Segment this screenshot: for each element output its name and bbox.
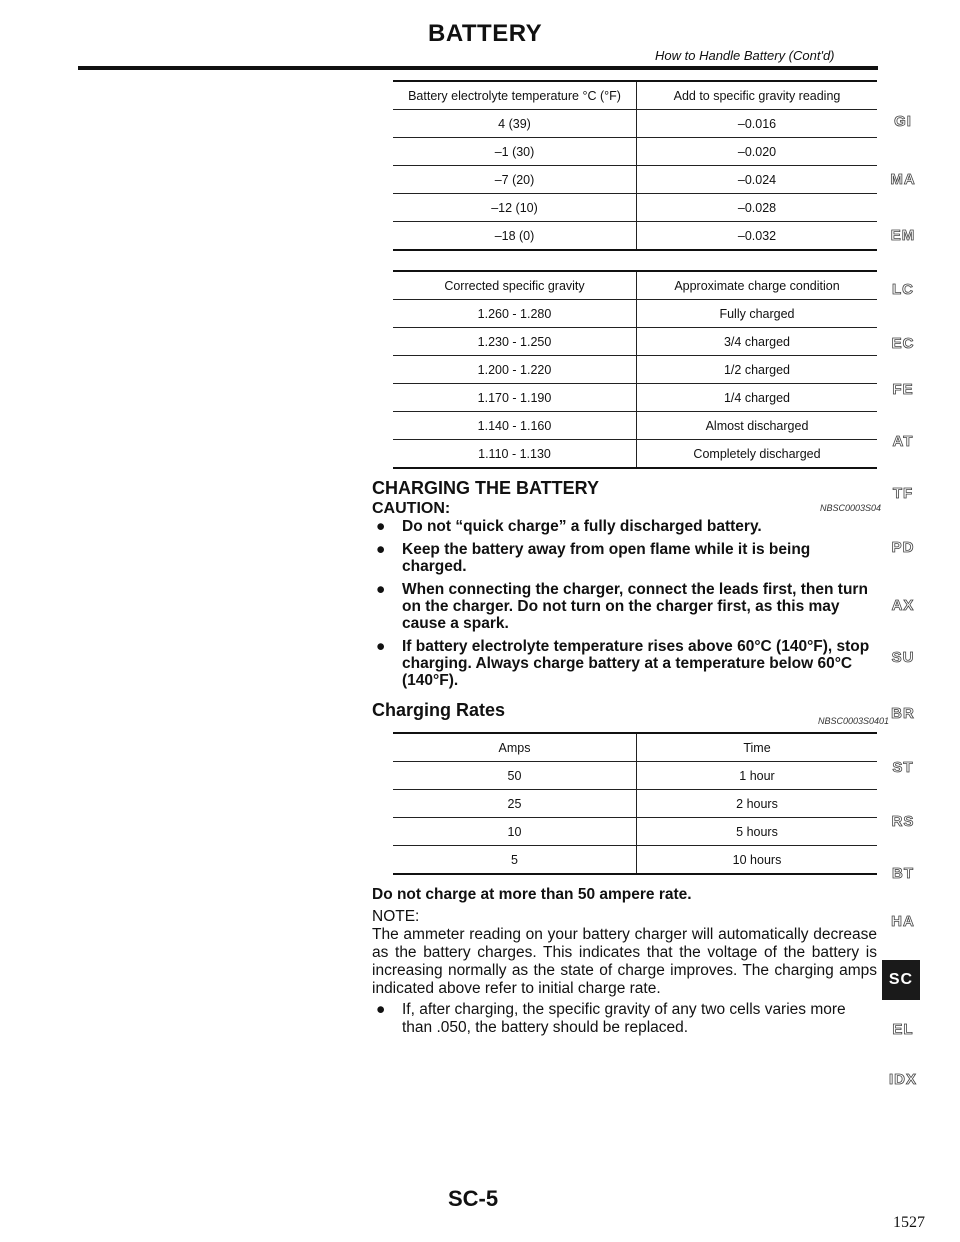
table-cell: 1.230 - 1.250 — [393, 328, 637, 356]
page-number: SC-5 — [448, 1186, 499, 1211]
table-row — [393, 300, 877, 328]
table-cell: –12 (10) — [393, 194, 637, 222]
section-tab-tf[interactable]: TF — [892, 485, 914, 502]
caution-item — [372, 518, 877, 535]
caution-item — [372, 541, 877, 575]
table-cell: –0.028 — [637, 194, 878, 222]
section-tab-ax[interactable]: AX — [891, 597, 915, 614]
bullet-icon: ● — [376, 638, 386, 655]
section-tab-at[interactable]: AT — [892, 433, 914, 450]
table-row — [393, 166, 877, 194]
column-header: Time — [637, 733, 878, 762]
section-tab-gi[interactable]: GI — [894, 113, 912, 130]
caution-label: CAUTION: — [372, 500, 451, 517]
table-cell: 10 hours — [637, 846, 878, 875]
bullet-icon: ● — [376, 541, 386, 558]
table-cell: 1.140 - 1.160 — [393, 412, 637, 440]
table-cell: Almost discharged — [637, 412, 878, 440]
page-subtitle: How to Handle Battery (Cont'd) — [655, 48, 835, 63]
table-cell: Fully charged — [637, 300, 878, 328]
section-tab-idx[interactable]: IDX — [888, 1071, 917, 1088]
caution-item — [372, 581, 877, 632]
column-header: Corrected specific gravity — [393, 271, 637, 300]
section-tab-br[interactable]: BR — [891, 705, 915, 722]
table-cell: 1/4 charged — [637, 384, 878, 412]
table-cell: 1.170 - 1.190 — [393, 384, 637, 412]
section-tab-fe[interactable]: FE — [892, 381, 914, 398]
section-tab-su[interactable]: SU — [891, 649, 915, 666]
table-cell: 3/4 charged — [637, 328, 878, 356]
table-row — [393, 440, 877, 469]
caution-list — [372, 518, 877, 695]
table-row — [393, 110, 877, 138]
section-tab-lc[interactable]: LC — [892, 281, 914, 298]
charging-rates-heading: Charging Rates — [372, 700, 506, 720]
charging-heading: CHARGING THE BATTERY — [372, 478, 599, 498]
table-row — [393, 194, 877, 222]
table-cell: –18 (0) — [393, 222, 637, 251]
table-cell: Completely discharged — [637, 440, 878, 469]
charging-rates-table — [393, 732, 877, 875]
caution-text: When connecting the charger, connect the leads first, then turn on the charger. Do not turn on the charger first, as this may cause a spark. — [402, 581, 868, 632]
section-tab-pd[interactable]: PD — [891, 539, 915, 556]
section-code: NBSC0003S04 — [820, 503, 882, 513]
section-tab-st[interactable]: ST — [892, 759, 914, 776]
table-row — [393, 412, 877, 440]
temperature-correction-table — [393, 80, 877, 251]
table-cell: 5 hours — [637, 818, 878, 846]
table-row — [393, 328, 877, 356]
section-tab-ha[interactable]: HA — [891, 913, 915, 930]
column-header: Approximate charge condition — [637, 271, 878, 300]
table-header-row — [393, 271, 877, 300]
caution-text: Do not “quick charge” a fully discharged battery. — [402, 518, 762, 535]
table-header-row — [393, 733, 877, 762]
column-header: Battery electrolyte temperature °C (°F) — [393, 81, 637, 110]
table-row — [393, 138, 877, 166]
table-cell: 1.110 - 1.130 — [393, 440, 637, 469]
table-cell: 50 — [393, 762, 637, 790]
table-row — [393, 818, 877, 846]
note-bullet-text: If, after charging, the specific gravity of any two cells varies more than .050, the battery should be replaced. — [402, 1001, 846, 1036]
table-cell: 5 — [393, 846, 637, 875]
table-cell: 1.200 - 1.220 — [393, 356, 637, 384]
table-row — [393, 384, 877, 412]
table-cell: 10 — [393, 818, 637, 846]
table-cell: –0.016 — [637, 110, 878, 138]
note-label: NOTE: — [372, 908, 420, 925]
table-row — [393, 790, 877, 818]
table-cell: 1 hour — [637, 762, 878, 790]
print-page-number: 1527 — [893, 1214, 925, 1231]
table-row — [393, 846, 877, 875]
charge-condition-table — [393, 270, 877, 469]
section-tab-ec[interactable]: EC — [891, 335, 915, 352]
table-cell: 4 (39) — [393, 110, 637, 138]
section-tab-rs[interactable]: RS — [891, 813, 915, 830]
caution-item — [372, 638, 877, 689]
table-cell: –0.032 — [637, 222, 878, 251]
table-row — [393, 222, 877, 251]
column-header: Add to specific gravity reading — [637, 81, 878, 110]
bullet-icon: ● — [376, 1001, 386, 1018]
section-tab-ma[interactable]: MA — [890, 171, 916, 188]
table-cell: 25 — [393, 790, 637, 818]
table-cell: 1/2 charged — [637, 356, 878, 384]
section-tab-bt[interactable]: BT — [892, 865, 914, 882]
table-row — [393, 356, 877, 384]
page-title: BATTERY — [428, 20, 543, 47]
bullet-icon: ● — [376, 581, 386, 598]
caution-text: Keep the battery away from open flame while it is being charged. — [402, 541, 811, 575]
section-tab-sc[interactable]: SC — [882, 960, 920, 1000]
section-tab-el[interactable]: EL — [892, 1021, 914, 1038]
section-code: NBSC0003S0401 — [818, 716, 890, 726]
column-header: Amps — [393, 733, 637, 762]
table-cell: –7 (20) — [393, 166, 637, 194]
table-row — [393, 762, 877, 790]
bullet-icon: ● — [376, 518, 386, 535]
caution-text: If battery electrolyte temperature rises above 60°C (140°F), stop charging. Always charge battery at a temperature below 60°C (140°F). — [402, 638, 870, 689]
table-cell: –1 (30) — [393, 138, 637, 166]
section-tab-em[interactable]: EM — [890, 227, 916, 244]
table-cell: 2 hours — [637, 790, 878, 818]
note-bullet — [372, 1001, 877, 1037]
note-body: The ammeter reading on your battery charger will automatically decrease as the battery charges. This indicates that the voltage of the battery is increasing normally as the state of charge improves. The charging amps indicated above refer to initial charge rate. — [372, 926, 877, 997]
header-rule — [78, 66, 878, 70]
table-cell: 1.260 - 1.280 — [393, 300, 637, 328]
rate-warning: Do not charge at more than 50 ampere rate. — [372, 886, 692, 903]
table-cell: –0.024 — [637, 166, 878, 194]
table-header-row — [393, 81, 877, 110]
table-cell: –0.020 — [637, 138, 878, 166]
